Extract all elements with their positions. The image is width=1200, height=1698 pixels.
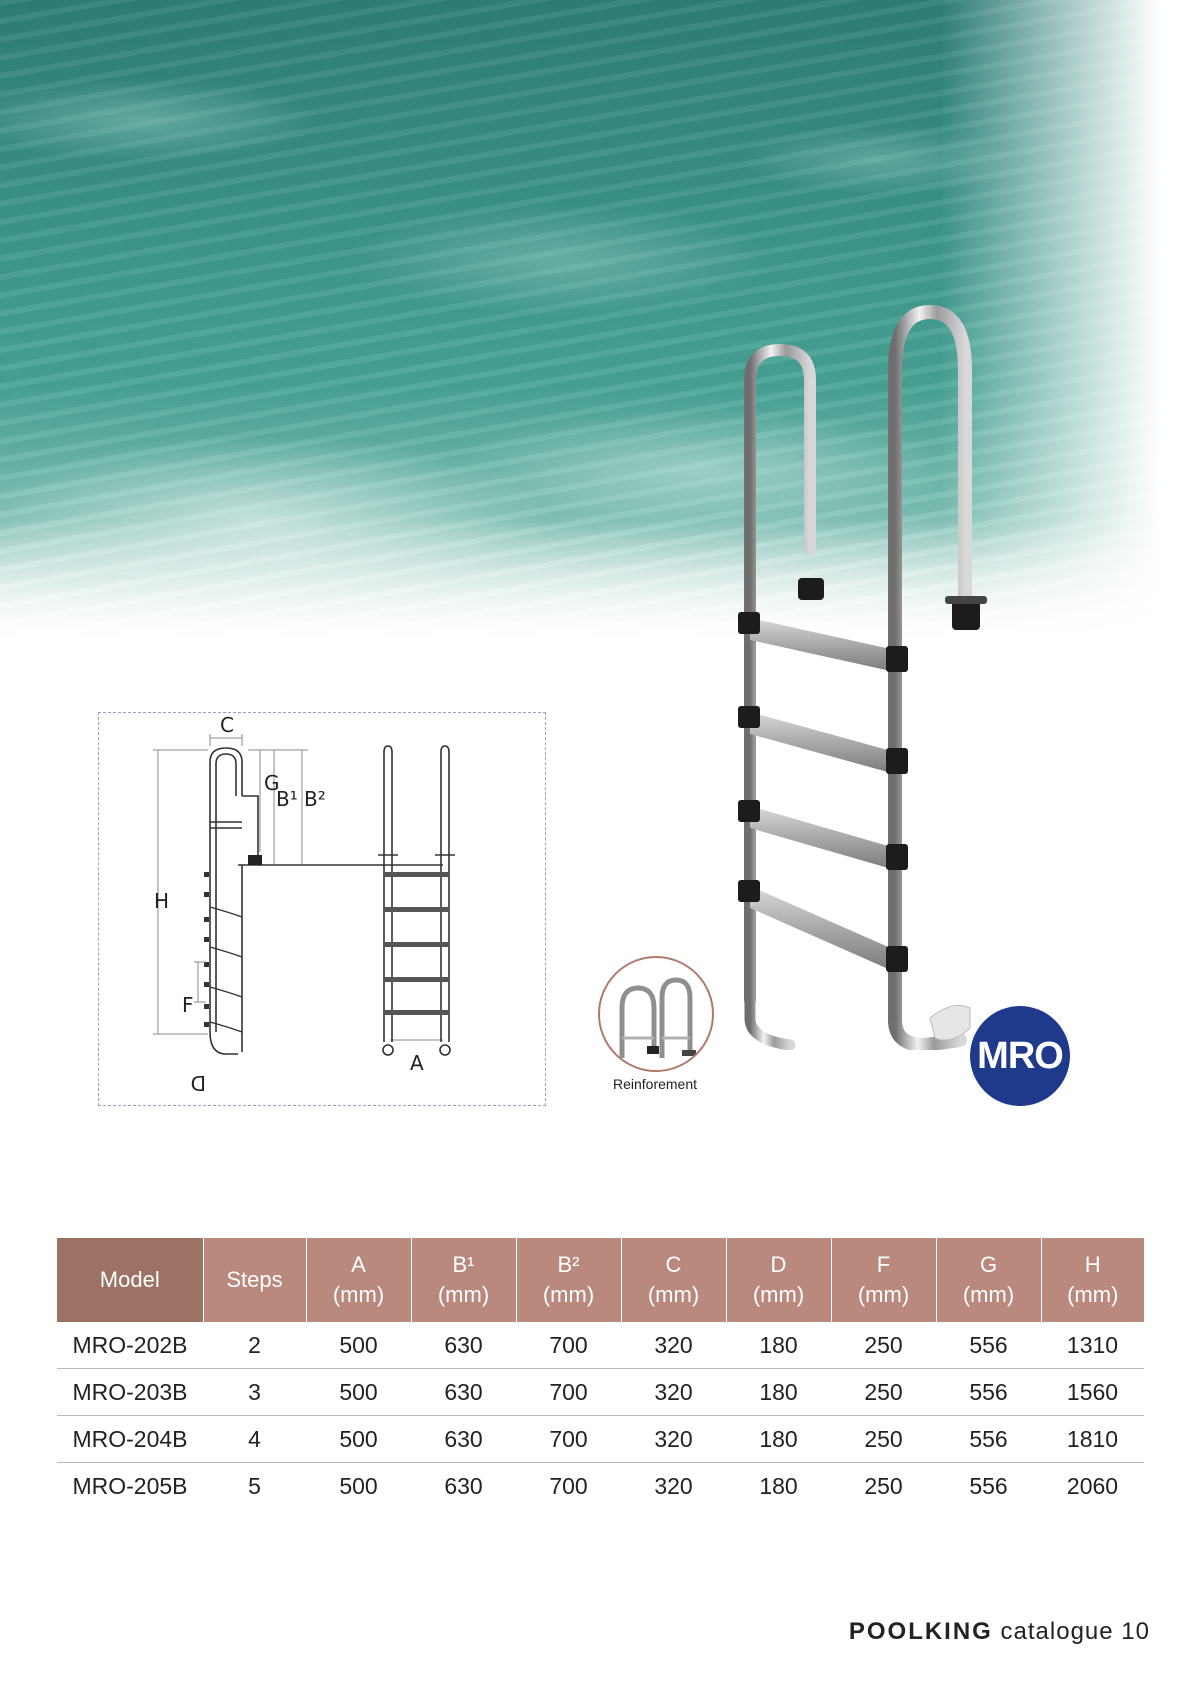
cell-b2: 700 xyxy=(516,1369,621,1416)
cell-b1: 630 xyxy=(411,1416,516,1463)
side-mount-block xyxy=(248,855,262,865)
banner-fade-bottom xyxy=(0,520,1200,640)
cell-steps: 3 xyxy=(203,1369,306,1416)
cell-d: 180 xyxy=(759,1472,798,1499)
reinforcement-label: Reinforement xyxy=(612,1076,698,1092)
cell-b1: 630 xyxy=(411,1322,516,1369)
front-view-ladder xyxy=(378,746,455,1055)
cell-a: 500 xyxy=(306,1416,411,1463)
spec-table xyxy=(57,1238,1144,1509)
footer-catalogue: catalogue xyxy=(1000,1618,1114,1645)
header-steps: Steps xyxy=(203,1238,306,1322)
table-row xyxy=(57,1416,1144,1463)
cell-model: MRO-204B xyxy=(57,1416,203,1463)
cell-c: 320 xyxy=(621,1322,726,1369)
cell-model: MRO-203B xyxy=(57,1369,203,1416)
header-h: H (mm) xyxy=(1041,1238,1144,1322)
cell-g: 556 xyxy=(936,1322,1041,1369)
dimension-diagram xyxy=(98,712,546,1106)
cell-g: 556 xyxy=(969,1472,1008,1499)
dimension-lines xyxy=(153,734,443,1040)
cell-b1: 630 xyxy=(411,1369,516,1416)
cell-steps: 2 xyxy=(203,1322,306,1369)
cell-f: 250 xyxy=(831,1322,936,1369)
cell-c: 320 xyxy=(621,1416,726,1463)
cell-f: 250 xyxy=(864,1472,903,1499)
footer-page-number: 10 xyxy=(1121,1618,1150,1645)
table-row xyxy=(57,1322,1144,1369)
cell-a: 500 xyxy=(306,1322,411,1369)
cell-h: 2060 xyxy=(1066,1472,1119,1499)
reinforcement-inset xyxy=(598,956,714,1072)
header-b2: B² (mm) xyxy=(516,1238,621,1322)
dim-label-c: C xyxy=(220,713,234,737)
page-footer xyxy=(849,1618,1150,1646)
front-view-steps xyxy=(384,872,449,1015)
water-banner xyxy=(0,0,1200,640)
header-f: F (mm) xyxy=(831,1238,936,1322)
table-row xyxy=(57,1369,1144,1416)
cell-h: 1810 xyxy=(1041,1416,1144,1463)
ladder-product-photo xyxy=(730,300,1010,1050)
footer-brand: POOLKING xyxy=(848,1618,993,1645)
header-model: Model xyxy=(57,1238,203,1322)
cell-model: MRO-202B xyxy=(57,1322,203,1369)
side-steps xyxy=(210,907,242,1032)
dim-label-g: G xyxy=(264,771,280,795)
cell-h: 1560 xyxy=(1041,1369,1144,1416)
table-header-row xyxy=(57,1238,1144,1322)
cell-a: 500 xyxy=(306,1369,411,1416)
side-view-ladder xyxy=(210,748,443,1054)
cell-f: 250 xyxy=(831,1416,936,1463)
table-row xyxy=(57,1463,1144,1510)
dim-label-b1: B¹ xyxy=(276,787,298,811)
dim-label-a: A xyxy=(410,1051,424,1075)
cell-f: 250 xyxy=(831,1369,936,1416)
cell-h: 1310 xyxy=(1041,1322,1144,1369)
header-b1: B¹ (mm) xyxy=(411,1238,516,1322)
side-step-dots xyxy=(204,872,209,1027)
cell-d: 180 xyxy=(726,1369,831,1416)
dim-label-d: D xyxy=(190,1071,206,1095)
cell-steps: 5 xyxy=(248,1472,261,1499)
dim-label-b2: B² xyxy=(304,787,326,811)
cell-g: 556 xyxy=(936,1369,1041,1416)
cell-model: MRO-205B xyxy=(72,1472,188,1499)
mro-badge: MRO xyxy=(970,1006,1070,1106)
cell-d: 180 xyxy=(726,1322,831,1369)
cell-b2: 700 xyxy=(516,1322,621,1369)
dim-label-f: F xyxy=(182,993,194,1017)
cell-d: 180 xyxy=(726,1416,831,1463)
header-c: C (mm) xyxy=(621,1238,726,1322)
cell-b2: 700 xyxy=(549,1472,588,1499)
header-a: A (mm) xyxy=(306,1238,411,1322)
cell-steps: 4 xyxy=(203,1416,306,1463)
cell-c: 320 xyxy=(621,1369,726,1416)
header-g: G (mm) xyxy=(936,1238,1041,1322)
cell-c: 320 xyxy=(654,1472,693,1499)
header-d: D (mm) xyxy=(726,1238,831,1322)
cell-a: 500 xyxy=(339,1472,378,1499)
reinforcement-illustration xyxy=(600,958,712,1070)
cell-b1: 630 xyxy=(444,1472,483,1499)
dim-label-h: H xyxy=(154,889,170,913)
cell-g: 556 xyxy=(936,1416,1041,1463)
cell-b2: 700 xyxy=(516,1416,621,1463)
